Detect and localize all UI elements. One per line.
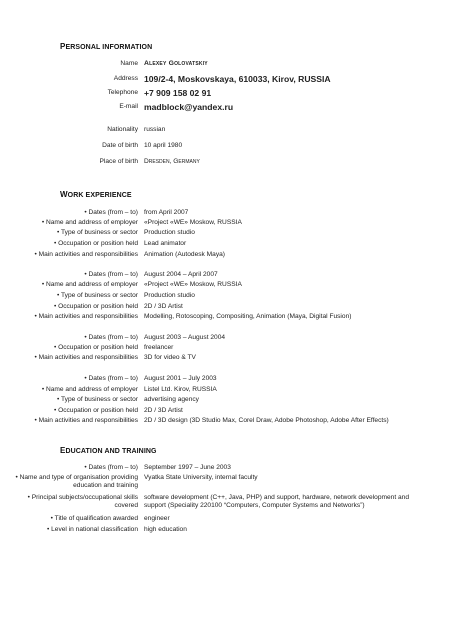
job2-activities: Modelling, Rotoscoping, Compositing, Animation (Maya, Digital Fusion)	[144, 313, 352, 320]
email-label: E-mail	[119, 103, 138, 110]
job4-employer-label: • Name and address of employer	[41, 386, 138, 393]
job3-dates-label: • Dates (from – to)	[84, 334, 138, 341]
dob-label: Date of birth	[102, 142, 138, 149]
job3-activities: 3D for video & TV	[144, 354, 196, 361]
edu-level: high education	[144, 526, 187, 533]
job4-business: advertising agency	[144, 396, 199, 403]
telephone-value: +7 909 158 02 91	[144, 88, 212, 98]
job3-position-label: • Occupation or position held	[53, 344, 138, 351]
pob-label: Place of birth	[99, 158, 138, 165]
job4-activities: 2D / 3D design (3D Studio Max, Corel Draw, Adobe Photoshop, Adobe After Effects)	[144, 417, 389, 424]
address-value: 109/2-4, Moskovskaya, 610033, Kirov, RUSSIA	[144, 74, 331, 84]
edu-qualification: engineer	[144, 515, 170, 522]
nationality-label: Nationality	[107, 126, 138, 133]
job2-dates: August 2004 – April 2007	[144, 271, 218, 278]
job2-activities-label: • Main activities and responsibilities	[34, 313, 138, 320]
job1-business-label: • Type of business or sector	[57, 229, 138, 236]
job3-dates: August 2003 – August 2004	[144, 334, 226, 341]
job2-business-label: • Type of business or sector	[57, 292, 138, 299]
job4-dates-label: • Dates (from – to)	[84, 375, 138, 382]
job1-business: Production studio	[144, 229, 195, 236]
job4-activities-label: • Main activities and responsibilities	[34, 417, 138, 424]
edu-org: Vyatka State University, internal faculty	[144, 474, 258, 481]
dob-value: 10 april 1980	[144, 142, 183, 149]
job1-position-label: • Occupation or position held	[53, 240, 138, 247]
pob-value: Dresden, Germany	[144, 158, 200, 165]
job3-activities-label: • Main activities and responsibilities	[34, 354, 138, 361]
name-label: Name	[120, 60, 138, 67]
edu-org-label: • Name and type of organisation providing education and training	[15, 474, 138, 489]
edu-qualification-label: • Title of qualification awarded	[50, 515, 138, 522]
job4-position-label: • Occupation or position held	[53, 407, 138, 414]
address-label: Address	[113, 75, 138, 82]
edu-dates-label: • Dates (from – to)	[84, 464, 138, 471]
job4-dates: August 2001 – July 2003	[144, 375, 217, 382]
job4-business-label: • Type of business or sector	[57, 396, 138, 403]
job2-employer: «Project «WE» Moskow, RUSSIA	[144, 281, 242, 288]
job2-business: Production studio	[144, 292, 195, 299]
section-title-personal: PERSONAL INFORMATION	[60, 42, 153, 51]
section-title-work: WORK EXPERIENCE	[60, 190, 132, 199]
job1-position: Lead animator	[144, 240, 187, 247]
job1-dates: from April 2007	[144, 209, 189, 216]
email-value[interactable]: madblock@yandex.ru	[144, 102, 234, 112]
job3-position: freelancer	[144, 344, 174, 351]
edu-subjects: software development (C++, Java, PHP) and support, hardware, network development and support (Speciality 220100 “Computers, Computer Systems and Networks”)	[144, 494, 409, 509]
edu-dates: September 1997 – June 2003	[144, 464, 231, 471]
job2-dates-label: • Dates (from – to)	[84, 271, 138, 278]
job1-employer: «Project «WE» Moskow, RUSSIA	[144, 219, 242, 226]
job1-dates-label: • Dates (from – to)	[84, 209, 138, 216]
edu-subjects-label: • Principal subjects/occupational skills covered	[27, 494, 138, 509]
section-title-education: EDUCATION AND TRAINING	[60, 446, 157, 455]
job2-position: 2D / 3D Artist	[144, 303, 183, 310]
job2-position-label: • Occupation or position held	[53, 303, 138, 310]
telephone-label: Telephone	[107, 89, 138, 96]
job4-position: 2D / 3D Artist	[144, 407, 183, 414]
job2-employer-label: • Name and address of employer	[41, 281, 138, 288]
name-value: Alexey Golovatskiy	[144, 60, 208, 67]
job4-employer: Listel Ltd. Kirov, RUSSIA	[144, 386, 217, 393]
job1-activities-label: • Main activities and responsibilities	[34, 251, 138, 258]
job1-employer-label: • Name and address of employer	[41, 219, 138, 226]
edu-level-label: • Level in national classification	[46, 526, 138, 533]
job1-activities: Animation (Autodesk Maya)	[144, 251, 225, 258]
nationality-value: russian	[144, 126, 166, 133]
